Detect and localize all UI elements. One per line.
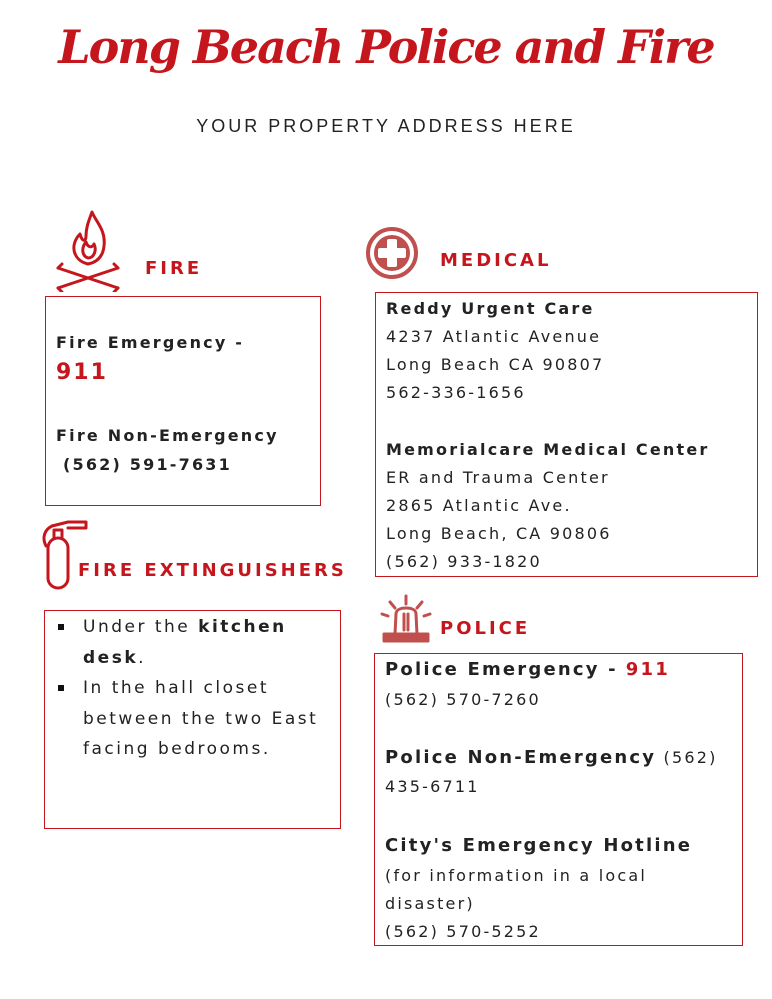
fire-box — [45, 296, 321, 506]
extinguishers-box — [44, 610, 341, 829]
police-non-emergency-phone: 435-6711 — [385, 777, 480, 796]
police-box — [374, 653, 743, 946]
list-item: In the hall closet between the two East facing bedrooms. — [55, 673, 330, 765]
police-emergency-line: Police Emergency - 911 — [385, 659, 670, 680]
hotline-note: (for information in a local — [385, 866, 648, 885]
medical-center-dept: ER and Trauma Center — [386, 468, 610, 487]
extinguishers-heading: FIRE EXTINGUISHERS — [78, 560, 347, 581]
fire-heading: FIRE — [145, 258, 203, 279]
fire-emergency-label: Fire Emergency - — [56, 333, 245, 352]
siren-icon — [378, 594, 434, 644]
list-item: Under the kitchen desk. — [55, 612, 330, 673]
fire-non-emergency-label: Fire Non-Emergency — [56, 426, 279, 445]
fire-emergency-number: 911 — [56, 360, 108, 385]
medical-center-city: Long Beach, CA 90806 — [386, 524, 612, 543]
urgent-care-name: Reddy Urgent Care — [386, 299, 595, 318]
medical-cross-icon — [364, 225, 420, 281]
medical-box — [375, 292, 758, 577]
police-non-emergency-line: Police Non-Emergency (562) — [385, 747, 718, 768]
campfire-icon — [52, 208, 124, 292]
property-address: YOUR PROPERTY ADDRESS HERE — [196, 116, 576, 136]
urgent-care-street: 4237 Atlantic Avenue — [386, 327, 602, 346]
urgent-care-phone: 562-336-1656 — [386, 383, 526, 402]
fire-non-emergency-number: (562) 591-7631 — [63, 455, 232, 474]
police-heading: POLICE — [440, 618, 531, 639]
hotline-label: City's Emergency Hotline — [385, 835, 693, 856]
medical-center-name: Memorialcare Medical Center — [386, 440, 710, 459]
hotline-phone: (562) 570-5252 — [385, 922, 541, 941]
urgent-care-city: Long Beach CA 90807 — [386, 355, 605, 374]
hotline-note-cont: disaster) — [385, 894, 475, 913]
medical-center-phone: (562) 933-1820 — [386, 552, 542, 571]
medical-heading: MEDICAL — [440, 250, 552, 271]
police-emergency-phone: (562) 570-7260 — [385, 690, 541, 709]
medical-center-street: 2865 Atlantic Ave. — [386, 496, 572, 515]
page-title: Long Beach Police and Fire — [58, 20, 714, 74]
